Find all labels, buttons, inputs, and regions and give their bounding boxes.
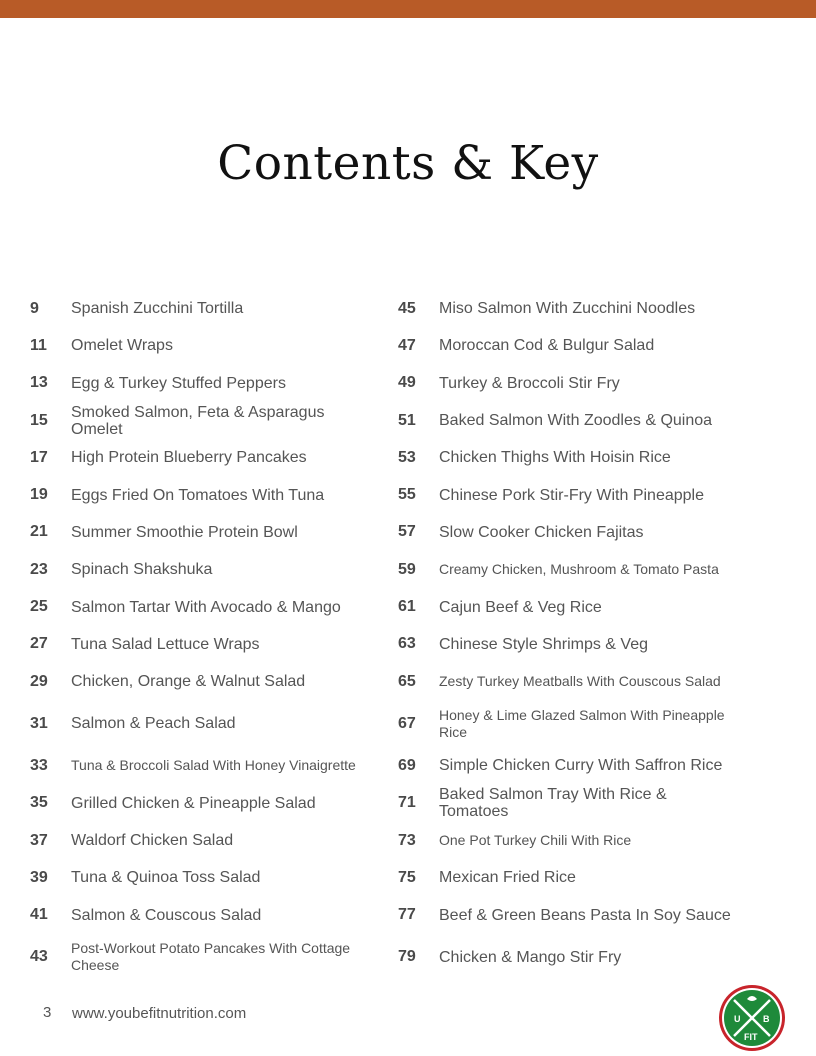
toc-recipe-title: Waldorf Chicken Salad [71, 832, 234, 849]
toc-entry[interactable] [398, 439, 758, 476]
toc-page-number: 13 [30, 374, 48, 392]
toc-page-number: 31 [30, 714, 48, 732]
toc-page-number: 55 [398, 486, 416, 504]
toc-recipe-title: Zesty Turkey Meatballs With Couscous Salad [439, 673, 721, 690]
toc-entry[interactable] [398, 402, 758, 439]
toc-page-number: 71 [398, 794, 416, 812]
toc-entry[interactable] [30, 327, 390, 364]
toc-recipe-title: Post-Workout Potato Pancakes With Cottage Cheese [71, 940, 351, 974]
toc-page-number: 23 [30, 560, 48, 578]
toc-entry[interactable] [398, 700, 758, 747]
logo-letter-b: B [763, 1014, 770, 1024]
toc-recipe-title: Spanish Zucchini Tortilla [71, 300, 244, 318]
toc-page-number: 57 [398, 523, 416, 541]
toc-recipe-title: Tuna & Broccoli Salad With Honey Vinaigrette [71, 757, 356, 774]
toc-page-number: 61 [398, 598, 416, 616]
toc-entry[interactable] [30, 663, 390, 700]
toc-entry[interactable] [30, 626, 390, 663]
toc-entry[interactable] [30, 896, 390, 933]
toc-entry[interactable] [398, 747, 758, 784]
toc-recipe-title: Beef & Green Beans Pasta In Soy Sauce [439, 906, 731, 924]
toc-recipe-title: Tuna & Quinoa Toss Salad [71, 869, 261, 887]
toc-page-number: 21 [30, 523, 48, 541]
toc-entry[interactable] [398, 476, 758, 513]
toc-page-number: 11 [30, 336, 47, 354]
toc-page-number: 45 [398, 299, 416, 317]
toc-page-number: 43 [30, 948, 48, 966]
toc-entry[interactable] [398, 365, 758, 402]
toc-page-number: 75 [398, 868, 416, 886]
toc-right-column [398, 290, 758, 981]
toc-entry[interactable] [398, 822, 758, 859]
toc-entry[interactable] [398, 896, 758, 933]
website-link[interactable]: www.youbefitnutrition.com [72, 1005, 247, 1022]
toc-recipe-title: Egg & Turkey Stuffed Peppers [71, 374, 286, 392]
toc-entry[interactable] [398, 934, 758, 981]
toc-page-number: 25 [30, 598, 48, 616]
toc-page-number: 67 [398, 714, 416, 732]
toc-entry[interactable] [398, 327, 758, 364]
toc-recipe-title: Baked Salmon With Zoodles & Quinoa [439, 412, 713, 430]
toc-entry[interactable] [398, 785, 758, 822]
toc-page-number: 15 [30, 411, 48, 429]
toc-entry[interactable] [398, 663, 758, 700]
toc-recipe-title: Simple Chicken Curry With Saffron Rice [439, 757, 723, 775]
toc-recipe-title: Miso Salmon With Zucchini Noodles [439, 300, 696, 318]
toc-entry[interactable] [30, 365, 390, 402]
page-number: 3 [43, 1004, 52, 1021]
toc-recipe-title: Moroccan Cod & Bulgur Salad [439, 337, 655, 355]
toc-entry[interactable] [398, 626, 758, 663]
toc-recipe-title: Slow Cooker Chicken Fajitas [439, 523, 644, 541]
toc-entry[interactable] [30, 822, 390, 859]
toc-recipe-title: Tuna Salad Lettuce Wraps [71, 635, 260, 653]
toc-page-number: 9 [30, 299, 39, 317]
toc-page-number: 39 [30, 868, 48, 886]
toc-entry[interactable] [30, 476, 390, 513]
toc-entry[interactable] [30, 747, 390, 784]
toc-recipe-title: Mexican Fried Rice [439, 869, 576, 887]
toc-recipe-title: Cajun Beef & Veg Rice [439, 598, 602, 616]
toc-recipe-title: High Protein Blueberry Pancakes [71, 449, 307, 467]
toc-recipe-title: Smoked Salmon, Feta & Asparagus Omelet [71, 403, 325, 438]
toc-recipe-title: Chicken Thighs With Hoisin Rice [439, 449, 671, 467]
toc-entry[interactable] [30, 402, 390, 439]
toc-page-number: 17 [30, 448, 48, 466]
toc-page-number: 59 [398, 560, 416, 578]
toc-entry[interactable] [30, 551, 390, 588]
toc-recipe-title: Salmon Tartar With Avocado & Mango [71, 598, 341, 616]
toc-recipe-title: Chicken, Orange & Walnut Salad [71, 673, 306, 691]
toc-entry[interactable] [30, 290, 390, 327]
toc-recipe-title: Summer Smoothie Protein Bowl [71, 523, 298, 541]
toc-page-number: 29 [30, 672, 48, 690]
toc-page-number: 41 [30, 906, 48, 924]
toc-left-column [30, 290, 390, 981]
toc-entry[interactable] [30, 700, 390, 747]
logo-letter-u: U [734, 1014, 741, 1024]
toc-page-number: 79 [398, 948, 416, 966]
toc-page-number: 49 [398, 374, 416, 392]
toc-entry[interactable] [398, 588, 758, 625]
toc-recipe-title: Spinach Shakshuka [71, 561, 213, 579]
toc-page-number: 19 [30, 486, 48, 504]
toc-entry[interactable] [30, 859, 390, 896]
toc-recipe-title: Omelet Wraps [71, 337, 173, 355]
top-accent-bar [0, 0, 816, 18]
toc-recipe-title: Grilled Chicken & Pineapple Salad [71, 794, 316, 812]
toc-recipe-title: Salmon & Couscous Salad [71, 906, 262, 924]
toc-entry[interactable] [30, 785, 390, 822]
toc-page-number: 37 [30, 831, 48, 849]
toc-recipe-title: Chinese Style Shrimps & Veg [439, 635, 648, 653]
toc-recipe-title: Eggs Fried On Tomatoes With Tuna [71, 486, 325, 504]
toc-page-number: 47 [398, 336, 416, 354]
toc-entry[interactable] [398, 551, 758, 588]
toc-page-number: 35 [30, 794, 48, 812]
toc-page-number: 51 [398, 411, 416, 429]
toc-entry[interactable] [30, 934, 390, 981]
toc-page-number: 53 [398, 448, 416, 466]
toc-page-number: 27 [30, 635, 48, 653]
toc-recipe-title: Honey & Lime Glazed Salmon With Pineapple Rice [439, 706, 725, 740]
toc-entry[interactable] [30, 514, 390, 551]
toc-recipe-title: Baked Salmon Tray With Rice & Tomatoes [439, 786, 667, 821]
toc-recipe-title: One Pot Turkey Chili With Rice [439, 832, 632, 848]
toc-recipe-title: Turkey & Broccoli Stir Fry [439, 374, 620, 392]
toc-page-number: 73 [398, 831, 416, 849]
toc-page-number: 65 [398, 672, 416, 690]
toc-entry[interactable] [398, 859, 758, 896]
toc-recipe-title: Chicken & Mango Stir Fry [439, 948, 622, 966]
toc-page-number: 69 [398, 756, 416, 774]
toc-recipe-title: Salmon & Peach Salad [71, 715, 236, 733]
toc-page-number: 33 [30, 756, 48, 774]
toc-entry[interactable] [398, 514, 758, 551]
toc-recipe-title: Creamy Chicken, Mushroom & Tomato Pasta [439, 561, 719, 578]
toc-recipe-title: Chinese Pork Stir-Fry With Pineapple [439, 486, 704, 504]
toc-page-number: 77 [398, 906, 416, 924]
toc-entry[interactable] [398, 290, 758, 327]
youbefit-logo [718, 984, 786, 1052]
toc-entry[interactable] [30, 588, 390, 625]
toc-entry[interactable] [30, 439, 390, 476]
logo-text-fit: FIT [744, 1032, 758, 1042]
toc-page-number: 63 [398, 635, 416, 653]
page-title: Contents & Key [217, 136, 599, 191]
